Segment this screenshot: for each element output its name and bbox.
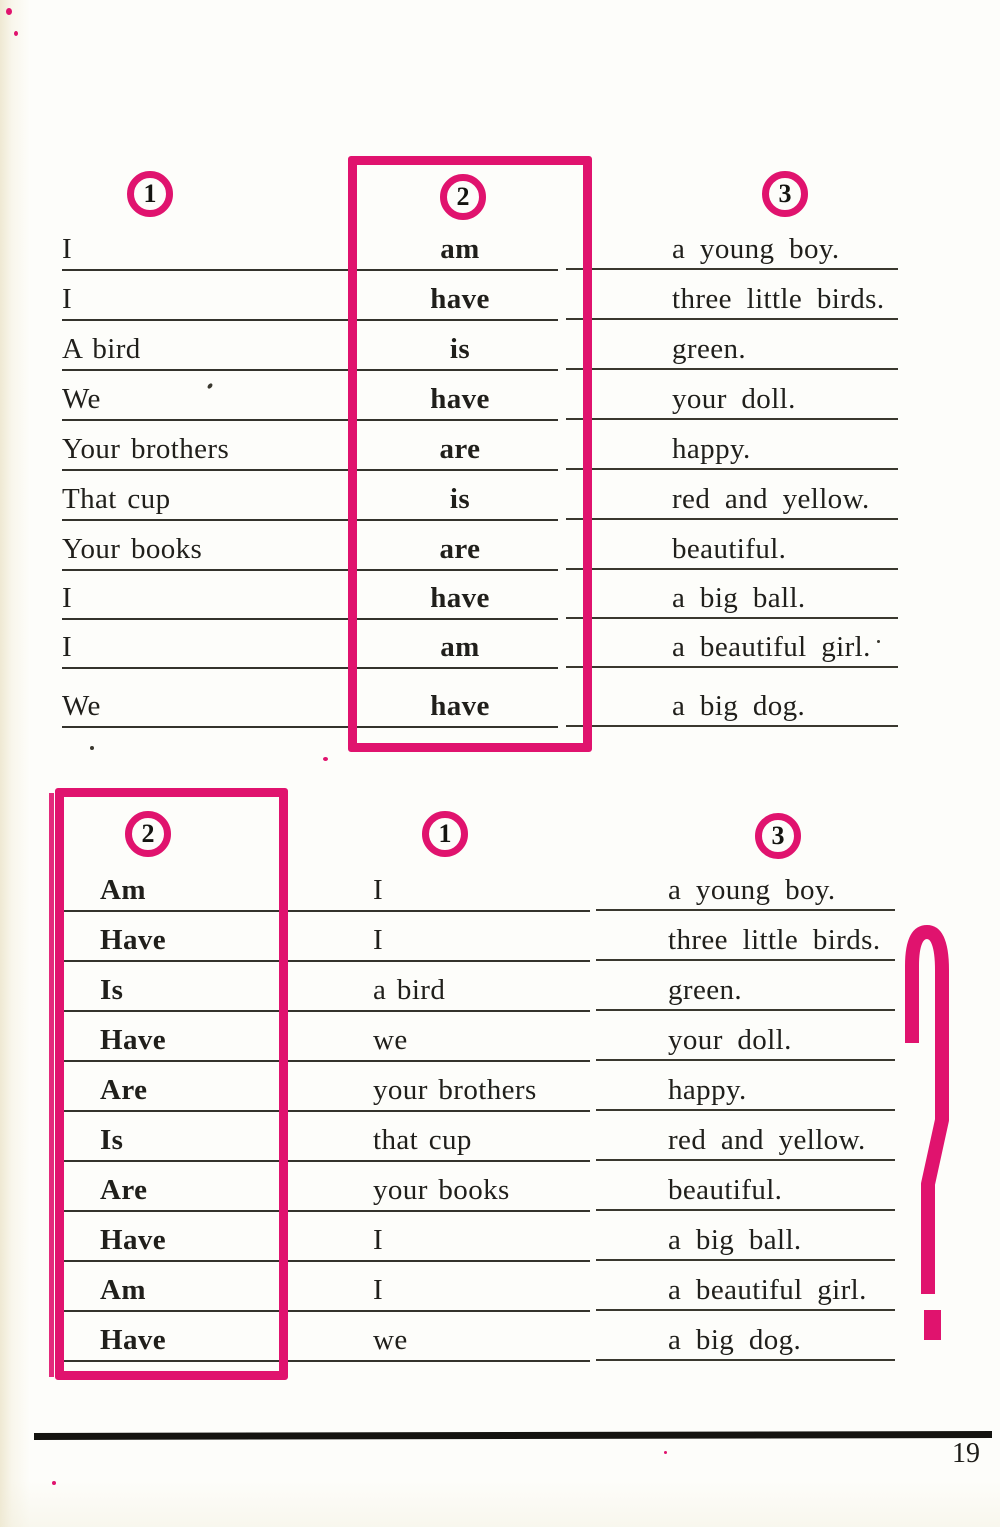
row-rule-right [596,1359,895,1361]
predicate-cell: happy. [672,433,751,465]
footer-rule [34,1431,992,1440]
subject-cell: that cup [373,1124,472,1156]
verb-cell: Is [100,1124,124,1156]
predicate-cell: happy. [668,1074,747,1106]
subject-cell: I [373,1274,384,1306]
column-number: 3 [778,179,792,208]
verb-cell: Have [100,1024,167,1056]
subject-cell: we [373,1324,408,1356]
subject-cell: I [373,924,384,956]
predicate-cell: your doll. [672,383,796,415]
predicate-cell: a big dog. [668,1324,802,1356]
predicate-cell: beautiful. [668,1174,783,1206]
column-number: 2 [141,819,155,848]
column-number: 1 [143,179,157,208]
verb-cell: Have [100,1224,167,1256]
verb-cell: Have [100,1324,167,1356]
highlight-box-verb-column-table2 [55,788,288,1380]
subject-cell: We [62,690,101,722]
highlight-box-verb-column-table1 [348,156,592,752]
column-number: 3 [771,821,785,850]
verb-cell: are [439,433,481,465]
scan-speck [323,757,328,761]
predicate-cell: a beautiful girl. [672,631,871,663]
predicate-cell: a big dog. [672,690,806,722]
scan-bottom-shade [0,1481,1000,1527]
column-number-badge [755,813,801,859]
subject-cell: I [373,874,384,906]
predicate-cell: your doll. [668,1024,792,1056]
subject-cell: Your brothers [62,433,230,465]
column-number-badge [762,171,808,217]
verb-cell: have [430,690,490,722]
verb-cell: is [449,333,471,365]
verb-cell: am [440,631,480,663]
verb-cell: are [439,533,481,565]
predicate-cell: green. [668,974,743,1006]
verb-cell: have [430,582,490,614]
verb-cell: have [430,383,490,415]
subject-cell: We [62,383,101,415]
scan-speck [14,31,18,36]
predicate-cell: red and yellow. [672,483,870,515]
verb-cell: Are [100,1074,148,1106]
verb-cell: Am [100,1274,146,1306]
row-rule-right [566,666,898,668]
scan-speck [6,8,12,15]
verb-cell: Is [100,974,124,1006]
subject-cell: Your books [62,533,203,565]
subject-cell: I [62,283,73,315]
scan-speck [52,1481,56,1485]
predicate-cell: red and yellow. [668,1124,866,1156]
scan-speck [664,1451,667,1454]
row-rule-right [566,725,898,727]
column-number-badge [125,811,171,857]
subject-cell: I [62,233,73,265]
subject-cell: your brothers [373,1074,537,1106]
subject-cell: your books [373,1174,510,1206]
predicate-cell: three little birds. [668,924,881,956]
scan-speck [90,746,94,750]
predicate-cell: a young boy. [672,233,840,265]
subject-cell: I [62,582,73,614]
subject-cell: That cup [62,483,171,515]
subject-cell: I [373,1224,384,1256]
subject-cell: a bird [373,974,446,1006]
column-number-badge [127,171,173,217]
verb-cell: Am [100,874,146,906]
predicate-cell: green. [672,333,747,365]
verb-cell: is [449,483,471,515]
verb-cell: Have [100,924,167,956]
verb-cell: have [430,283,490,315]
predicate-cell: a young boy. [668,874,836,906]
column-number-badge [422,811,468,857]
subject-cell: A bird [62,333,141,365]
predicate-cell: beautiful. [672,533,787,565]
subject-cell: we [373,1024,408,1056]
predicate-cell: a beautiful girl. [668,1274,867,1306]
verb-cell: Are [100,1174,148,1206]
subject-cell: I [62,631,73,663]
predicate-cell: a big ball. [668,1224,802,1256]
column-number-badge [440,174,486,220]
predicate-cell: a big ball. [672,582,806,614]
predicate-cell: three little birds. [672,283,885,315]
column-number: 2 [456,182,470,211]
verb-cell: am [440,233,480,265]
page-number: 19 [952,1438,980,1469]
column-number: 1 [438,819,452,848]
